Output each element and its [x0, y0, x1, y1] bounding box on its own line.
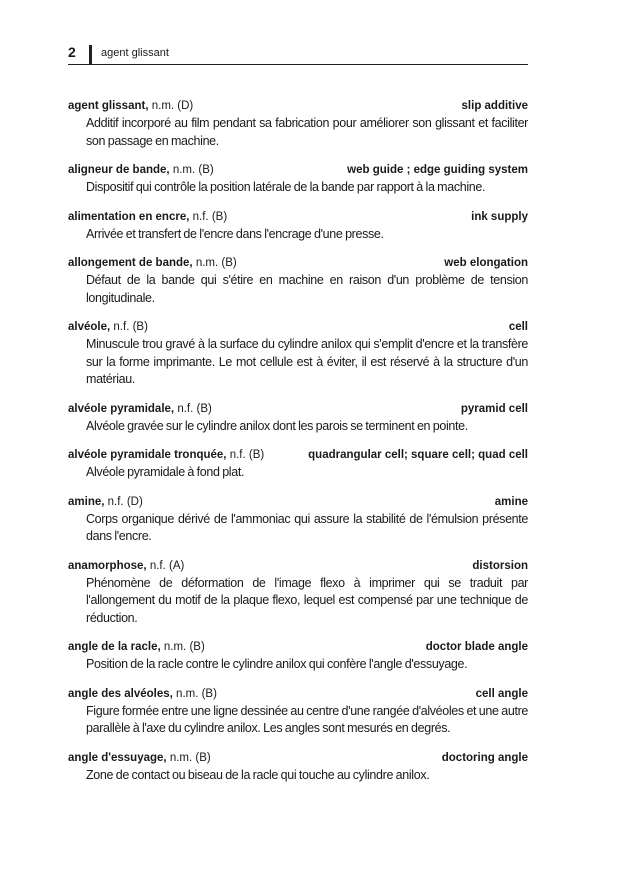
entry-english: slip additive	[461, 100, 528, 112]
entry-term: alvéole pyramidale tronquée,	[68, 449, 227, 461]
entry-head	[68, 255, 528, 272]
entry-definition: Dispositif qui contrôle la position latérale de la bande par rapport à la machine.	[86, 180, 486, 194]
entry-term-group	[68, 162, 214, 179]
glossary-entries	[68, 98, 528, 796]
entry-term: aligneur de bande,	[68, 164, 170, 176]
entry-term-group	[68, 255, 237, 272]
entry-definition: Minuscule trou gravé à la surface du cylindre anilox qui s'emplit d'encre et la transfère sur la forme imprimante. Le mot cellule est à éviter, il est réservé à la structure d'un matériau.	[86, 337, 528, 386]
entry-term: angle de la racle,	[68, 641, 161, 653]
entry-term: alvéole,	[68, 321, 111, 333]
entry-definition: Additif incorporé au film pendant sa fabrication pour améliorer son glissant et faciliter son passage en machine.	[86, 116, 528, 148]
entry-head	[68, 686, 528, 703]
entry-english: cell	[508, 321, 528, 333]
glossary-entry	[68, 558, 528, 628]
entry-grammar: n.m. (B)	[195, 257, 237, 269]
entry-term-group	[68, 98, 193, 115]
entry-term: allongement de bande,	[68, 257, 193, 269]
page-header	[68, 44, 528, 65]
entry-term: amine,	[68, 495, 105, 508]
entry-definition: Zone de contact ou biseau de la racle qui touche au cylindre anilox.	[86, 767, 430, 782]
glossary-entry	[68, 494, 528, 546]
entry-term-group	[68, 558, 184, 575]
entry-term-group	[68, 401, 212, 418]
glossary-entry	[68, 686, 528, 738]
entry-term-group	[68, 686, 217, 703]
entry-term: alimentation en encre,	[68, 210, 190, 223]
entry-english: distorsion	[472, 559, 528, 572]
entry-definition: Phénomène de déformation de l'image flexo à imprimer qui se traduit par l'allongement du motif de la plaque flexo, lequel est compensé par une technique de réduction.	[86, 575, 528, 625]
entry-head	[68, 401, 528, 418]
entry-english: doctoring angle	[441, 751, 528, 764]
entry-head	[68, 558, 528, 575]
entry-definition: Corps organique dérivé de l'ammoniac qui assure la stabilité de l'émulsion présente dans l'encre.	[86, 511, 528, 543]
glossary-entry	[68, 401, 528, 436]
entry-term-group	[68, 750, 211, 767]
entry-term-group	[68, 639, 205, 656]
entry-english: amine	[494, 495, 528, 508]
glossary-entry	[68, 162, 528, 197]
glossary-entry	[68, 98, 528, 150]
header-divider-bar	[89, 45, 92, 64]
entry-english: pyramid cell	[460, 402, 528, 415]
entry-english: cell angle	[475, 687, 528, 700]
entry-term-group	[68, 494, 143, 511]
entry-term: anamorphose,	[68, 559, 147, 572]
entry-definition: Alvéole pyramidale à fond plat.	[86, 465, 245, 479]
glossary-entry	[68, 255, 528, 307]
entry-head	[68, 209, 528, 226]
glossary-entry	[68, 639, 528, 674]
page-number: 2	[68, 44, 76, 60]
entry-head	[68, 750, 528, 767]
entry-definition: Défaut de la bande qui s'étire en machine en raison d'un problème de tension longitudinale.	[86, 273, 528, 305]
entry-english: doctor blade angle	[425, 641, 528, 653]
entry-grammar: n.f. (B)	[113, 321, 148, 333]
entry-head	[68, 639, 528, 656]
entry-head	[68, 98, 528, 115]
glossary-entry	[68, 750, 528, 785]
entry-grammar: n.f. (D)	[107, 495, 143, 508]
entry-term: angle des alvéoles,	[68, 687, 173, 700]
entry-term-group	[68, 209, 227, 226]
entry-grammar: n.m. (B)	[169, 751, 211, 764]
running-head: agent glissant	[101, 47, 169, 59]
entry-head	[68, 319, 528, 336]
entry-grammar: n.m. (B)	[172, 164, 214, 176]
entry-grammar: n.f. (A)	[149, 559, 185, 572]
entry-grammar: n.f. (B)	[177, 402, 212, 415]
glossary-entry	[68, 319, 528, 389]
entry-english: web elongation	[444, 257, 528, 269]
glossary-entry	[68, 209, 528, 244]
entry-grammar: n.f. (B)	[192, 210, 228, 223]
entry-definition: Arrivée et transfert de l'encre dans l'encrage d'une presse.	[86, 226, 384, 241]
entry-term: agent glissant,	[68, 100, 149, 112]
entry-english: ink supply	[471, 210, 528, 223]
entry-head	[68, 447, 528, 464]
entry-grammar: n.f. (B)	[229, 449, 265, 461]
entry-term-group	[68, 319, 148, 336]
entry-head	[68, 162, 528, 179]
entry-definition: Figure formée entre une ligne dessinée au centre d'une rangée d'alvéoles et une autre parallèle à l'axe du cylindre anilox. Les angles sont mesurés en degrés.	[86, 703, 528, 735]
entry-grammar: n.m. (B)	[176, 687, 217, 700]
entry-grammar: n.m. (B)	[163, 641, 205, 653]
entry-definition: Position de la racle contre le cylindre anilox qui confère l'angle d'essuyage.	[86, 657, 468, 671]
entry-head	[68, 494, 528, 511]
entry-definition: Alvéole gravée sur le cylindre anilox dont les parois se terminent en pointe.	[86, 418, 468, 433]
entry-grammar: n.m. (D)	[151, 100, 194, 112]
glossary-entry	[68, 447, 528, 482]
entry-term: angle d'essuyage,	[68, 751, 167, 764]
entry-term: alvéole pyramidale,	[68, 402, 175, 415]
entry-english: web guide ; edge guiding system	[347, 164, 528, 176]
entry-english: quadrangular cell; square cell; quad cell	[308, 449, 528, 461]
entry-term-group	[68, 447, 264, 464]
